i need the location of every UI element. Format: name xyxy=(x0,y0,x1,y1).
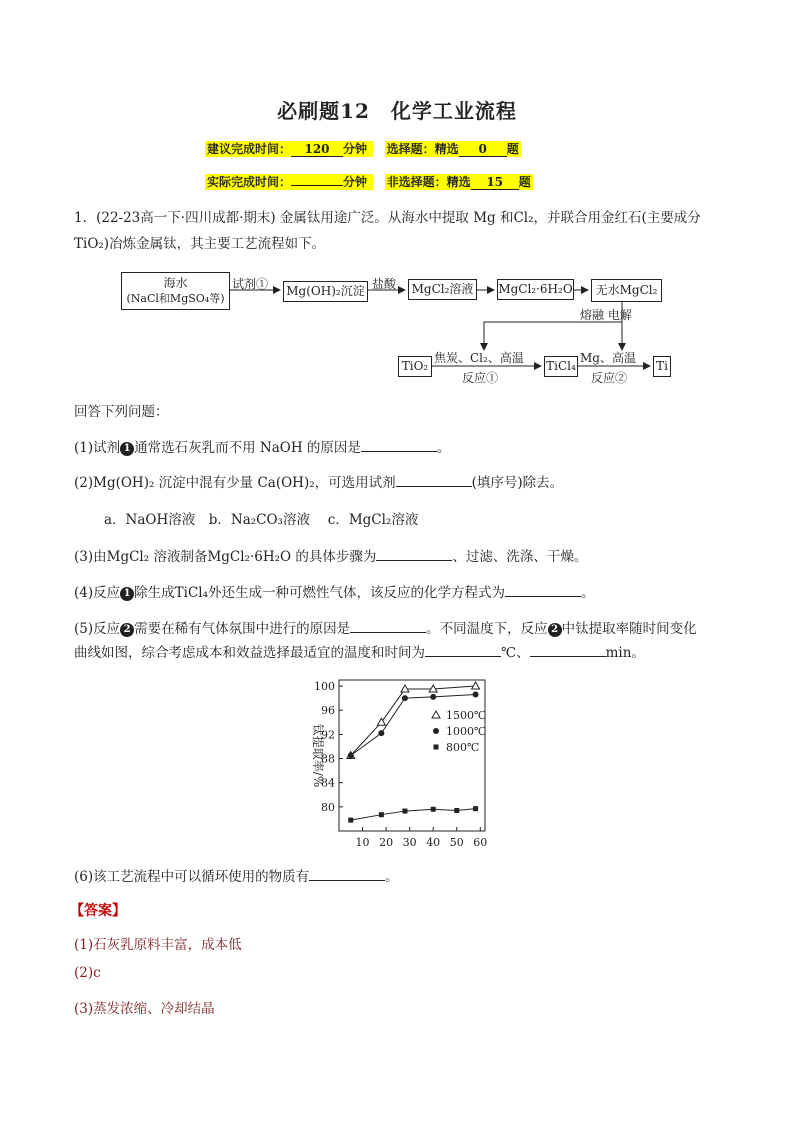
legend-label: 1500℃ xyxy=(446,709,487,722)
y-tick-label: 92 xyxy=(321,728,335,742)
y-tick-label: 84 xyxy=(321,776,335,790)
question-5 xyxy=(74,618,697,639)
data-point-square xyxy=(454,808,459,813)
legend-marker-triangle xyxy=(432,711,440,718)
choice-label: 选择题：精选 xyxy=(386,142,459,156)
q5-d: 中钛提取率随时间变化 xyxy=(561,621,697,637)
label-reaction1: 反应① xyxy=(462,371,499,385)
x-tick-label: 50 xyxy=(449,836,464,849)
arrow-6 xyxy=(484,322,622,350)
q3-blank[interactable] xyxy=(376,546,452,561)
question-3 xyxy=(74,546,587,567)
label-reaction2: 反应② xyxy=(591,371,628,385)
q5-a: (5)反应 xyxy=(74,621,121,637)
y-axis-label: 钛提取率/% xyxy=(311,723,325,788)
answer-1: (1)石灰乳原料丰富，成本低 xyxy=(74,937,242,953)
page-title: 必刷题12 化学工业流程 xyxy=(277,99,517,123)
nonchoice-label: 非选择题：精选 xyxy=(386,175,471,189)
q1-c: 。 xyxy=(436,440,451,456)
data-point-square xyxy=(402,809,407,814)
q5-b: 需要在稀有气体氛围中进行的原因是 xyxy=(134,621,351,637)
question-4 xyxy=(74,582,595,603)
q6-blank[interactable] xyxy=(309,866,385,881)
question-6 xyxy=(74,866,399,887)
q5-c: 。不同温度下，反应 xyxy=(426,621,548,637)
q2-blank[interactable] xyxy=(396,472,472,487)
box-tio2: TiO₂ xyxy=(398,356,432,377)
q2-b: (填序号)除去。 xyxy=(471,475,564,491)
box-seawater xyxy=(121,272,230,310)
data-point-circle xyxy=(402,695,408,701)
q3-b: 、过滤、洗涤、干燥。 xyxy=(452,549,588,565)
q1-b: 通常选石灰乳而不用 NaOH 的原因是 xyxy=(134,440,361,456)
label-coke: 焦炭、Cl₂、高温 xyxy=(434,351,524,365)
circled-number-1b: 1 xyxy=(120,587,134,601)
box-mgcl2-hydrate: MgCl₂·6H₂O xyxy=(497,279,574,300)
minutes-label-2: 分钟 xyxy=(343,175,368,189)
q2-a: (2)Mg(OH)₂ 沉淀中混有少量 Ca(OH)₂，可选用试剂 xyxy=(74,475,396,491)
q3-a: (3)由MgCl₂ 溶液制备MgCl₂·6H₂O 的具体步骤为 xyxy=(74,549,377,565)
x-tick-label: 40 xyxy=(426,836,441,849)
ti-label: 题 xyxy=(506,142,519,156)
x-tick-label: 20 xyxy=(379,836,394,849)
data-point-square xyxy=(473,806,478,811)
data-point-square xyxy=(379,812,384,817)
circled-number-1: 1 xyxy=(120,442,134,456)
q5-2-c: min。 xyxy=(605,645,645,661)
y-tick-label: 88 xyxy=(321,752,335,766)
seawater-sub: (NaCl和MgSO₄等) xyxy=(126,292,225,305)
answer-2: (2)c xyxy=(74,965,101,981)
label-electrolysis: 熔融 电解 xyxy=(580,308,632,322)
circled-number-2: 2 xyxy=(120,623,134,637)
q1-blank[interactable] xyxy=(361,437,437,452)
question-5-line-2 xyxy=(74,642,645,663)
chart-frame xyxy=(339,680,485,831)
question-stem-1: 1．(22-23高一下·四川成都·期末) 金属钛用途广泛。从海水中提取 Mg 和Cl₂，并联合用金红石(主要成分 xyxy=(74,210,701,226)
q2-options: a．NaOH溶液 b．Na₂CO₃溶液 c．MgCl₂溶液 xyxy=(104,512,419,528)
q4-a: (4)反应 xyxy=(74,585,121,601)
data-point-circle xyxy=(473,691,479,697)
question-1 xyxy=(74,437,450,458)
q4-b: 除生成TiCl₄外还生成一种可燃性气体，该反应的化学方程式为 xyxy=(134,585,506,601)
question-2 xyxy=(74,472,563,493)
data-point-square xyxy=(348,818,353,823)
x-tick-label: 30 xyxy=(402,836,417,849)
legend-label: 800℃ xyxy=(446,741,480,754)
box-ticl4: TiCl₄ xyxy=(544,356,578,377)
q5-2-a: 曲线如图，综合考虑成本和效益选择最适宜的温度和时间为 xyxy=(74,645,425,661)
q5-blank-3[interactable] xyxy=(530,642,606,657)
data-point-square xyxy=(431,807,436,812)
answer-3: (3)蒸发浓缩、冷却结晶 xyxy=(74,1001,215,1017)
q5-blank-2[interactable] xyxy=(425,642,501,657)
label-hcl: 盐酸 xyxy=(372,277,397,291)
question-stem-2: TiO₂)冶炼金属钛，其主要工艺流程如下。 xyxy=(74,236,326,252)
legend-marker-square xyxy=(434,745,439,750)
x-tick-label: 10 xyxy=(355,836,370,849)
ti-label-2: 题 xyxy=(518,175,531,189)
q5-blank-1[interactable] xyxy=(350,618,426,633)
data-point-circle xyxy=(430,694,436,700)
q1-a: (1)试剂 xyxy=(74,440,121,456)
minutes-label: 分钟 xyxy=(343,142,368,156)
data-point-triangle xyxy=(377,718,385,725)
box-mgcl2-solution: MgCl₂溶液 xyxy=(408,279,477,300)
y-tick-label: 100 xyxy=(314,680,335,694)
q6-b: 。 xyxy=(385,869,399,885)
nonchoice-value: 15 xyxy=(471,175,519,190)
answer-prompt: 回答下列问题： xyxy=(74,404,169,420)
legend-marker-circle xyxy=(433,728,439,734)
data-point-circle xyxy=(348,753,354,759)
q4-blank[interactable] xyxy=(505,582,581,597)
data-point-triangle xyxy=(472,682,480,689)
seawater-label: 海水 xyxy=(163,276,188,290)
box-ti: Ti xyxy=(653,356,671,377)
x-tick-label: 60 xyxy=(473,836,488,849)
suggest-value: 120 xyxy=(291,142,343,157)
label-reagent1: 试剂① xyxy=(232,277,269,291)
q4-c: 。 xyxy=(581,585,595,601)
box-anhydrous-mgcl2: 无水MgCl₂ xyxy=(591,279,662,302)
circled-number-2b: 2 xyxy=(548,623,562,637)
q5-2-b: ℃、 xyxy=(501,645,530,661)
box-mgoh2: Mg(OH)₂沉淀 xyxy=(283,281,368,302)
actual-label: 实际完成时间： xyxy=(207,175,292,189)
choice-value: 0 xyxy=(459,142,507,157)
flow-arrows xyxy=(0,0,794,400)
data-point-circle xyxy=(378,730,384,736)
suggest-label: 建议完成时间： xyxy=(207,142,292,156)
y-tick-label: 96 xyxy=(321,704,335,718)
answers-heading: 【答案】 xyxy=(70,903,126,919)
y-tick-label: 80 xyxy=(321,800,335,814)
extraction-rate-chart xyxy=(290,668,510,858)
q6-a: (6)该工艺流程中可以循环使用的物质有 xyxy=(74,869,310,885)
label-mg-high: Mg、高温 xyxy=(580,351,636,365)
flow-diagram xyxy=(0,0,794,400)
data-point-triangle xyxy=(401,685,409,692)
legend-label: 1000℃ xyxy=(446,725,487,738)
